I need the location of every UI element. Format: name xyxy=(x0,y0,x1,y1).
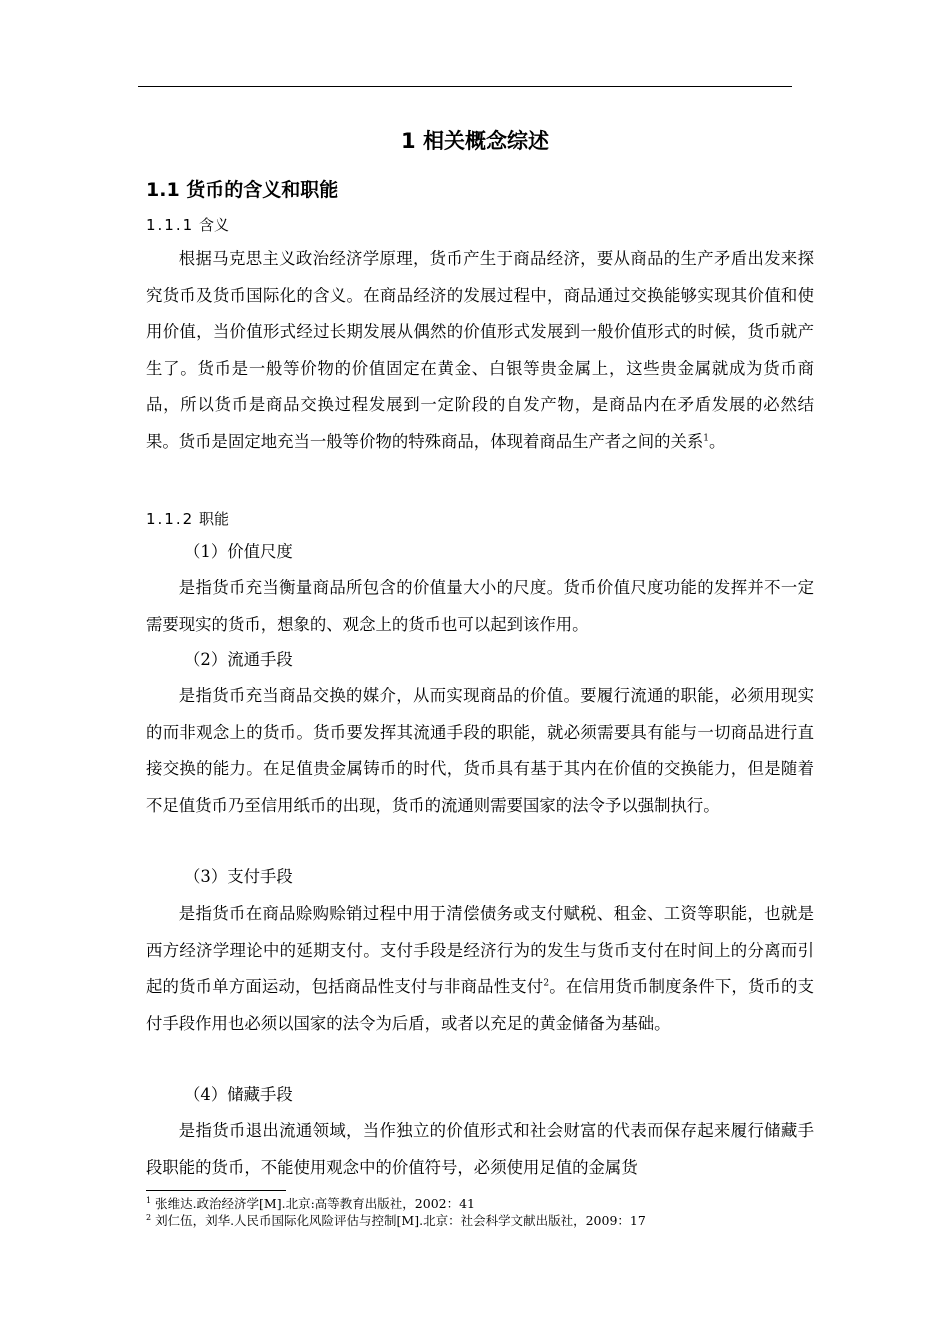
paragraph-tail: 。在信用货币制度条件下，货币的支付手段作用也必须以国家的法令为后盾，或者以充足的黄金储备为基础。 xyxy=(146,977,814,1033)
paragraph-storage xyxy=(146,1113,814,1186)
function-item-heading: （3）支付手段 xyxy=(184,867,293,886)
footnote xyxy=(146,1213,646,1229)
function-item-heading: （2）流通手段 xyxy=(184,650,293,669)
subsection-number: 1.1.1 xyxy=(146,216,195,234)
subsection-heading-functions xyxy=(146,506,229,532)
function-item-heading: （1）价值尺度 xyxy=(184,542,293,561)
paragraph-text: 是指货币充当衡量商品所包含的价值量大小的尺度。货币价值尺度功能的发挥并不一定需要现实的货币，想象的、观念上的货币也可以起到该作用。 xyxy=(146,578,814,634)
footnote-text: 刘仁伍，刘华.人民币国际化风险评估与控制[M].北京：社会科学文献出版社，2009：17 xyxy=(155,1213,646,1228)
subsection-number: 1.1.2 xyxy=(146,510,195,528)
paragraph-text: 是指货币在商品赊购赊销过程中用于清偿债务或支付赋税、租金、工资等职能，也就是西方经济学理论中的延期支付。支付手段是经济行为的发生与货币支付在时间上的分离而引起的货币单方面运动，包括商品性支付与非商品性支付 xyxy=(146,904,814,996)
footnote-ref: 2 xyxy=(543,978,550,989)
footnote-ref: 1 xyxy=(703,433,710,444)
paragraph-circulation xyxy=(146,678,814,824)
paragraph-meaning xyxy=(146,241,814,460)
subsection-title: 含义 xyxy=(198,216,229,234)
section-title: 1.1 货币的含义和职能 xyxy=(146,179,339,201)
paragraph-text: 根据马克思主义政治经济学原理，货币产生于商品经济，要从商品的生产矛盾出发来探究货币及货币国际化的含义。在商品经济的发展过程中，商品通过交换能够实现其价值和使用价值，当价值形式经过长期发展从偶然的价值形式发展到一般价值形式的时候，货币就产生了。货币是一般等价物的价值固定在黄金、白银等贵金属上，这些贵金属就成为货币商品，所以货币是商品交换过程发展到一定阶段的自发产物，是商品内在矛盾发展的必然结果。货币是固定地充当一般等价物的特殊商品，体现着商品生产者之间的关系 xyxy=(146,249,814,451)
header-rule xyxy=(138,86,792,87)
paragraph-tail: 。 xyxy=(709,431,726,451)
footnote xyxy=(146,1196,475,1212)
footnote-text: 张维达.政治经济学[M].北京:高等教育出版社，2002：41 xyxy=(155,1196,476,1211)
paragraph-text: 是指货币退出流通领域，当作独立的价值形式和社会财富的代表而保存起来履行储藏手段职能的货币，不能使用观念中的价值符号，必须使用足值的金属货 xyxy=(146,1121,814,1177)
paragraph-payment xyxy=(146,896,814,1042)
footnote-mark: 2 xyxy=(146,1212,152,1222)
subsection-title: 职能 xyxy=(198,510,229,528)
paragraph-text: 是指货币充当商品交换的媒介，从而实现商品的价值。要履行流通的职能，必须用现实的而非观念上的货币。货币要发挥其流通手段的职能，就必须需要具有能与一切商品进行直接交换的能力。在足值贵金属铸币的时代，货币具有基于其内在价值的交换能力，但是随着不足值货币乃至信用纸币的出现，货币的流通则需要国家的法令予以强制执行。 xyxy=(146,686,814,815)
footnote-separator xyxy=(146,1190,286,1191)
paragraph-value-measure xyxy=(146,570,814,643)
chapter-title: 1 相关概念综述 xyxy=(401,129,549,153)
subsection-heading-meaning xyxy=(146,212,229,238)
function-item-heading: （4）储藏手段 xyxy=(184,1085,293,1104)
footnote-mark: 1 xyxy=(146,1195,152,1205)
